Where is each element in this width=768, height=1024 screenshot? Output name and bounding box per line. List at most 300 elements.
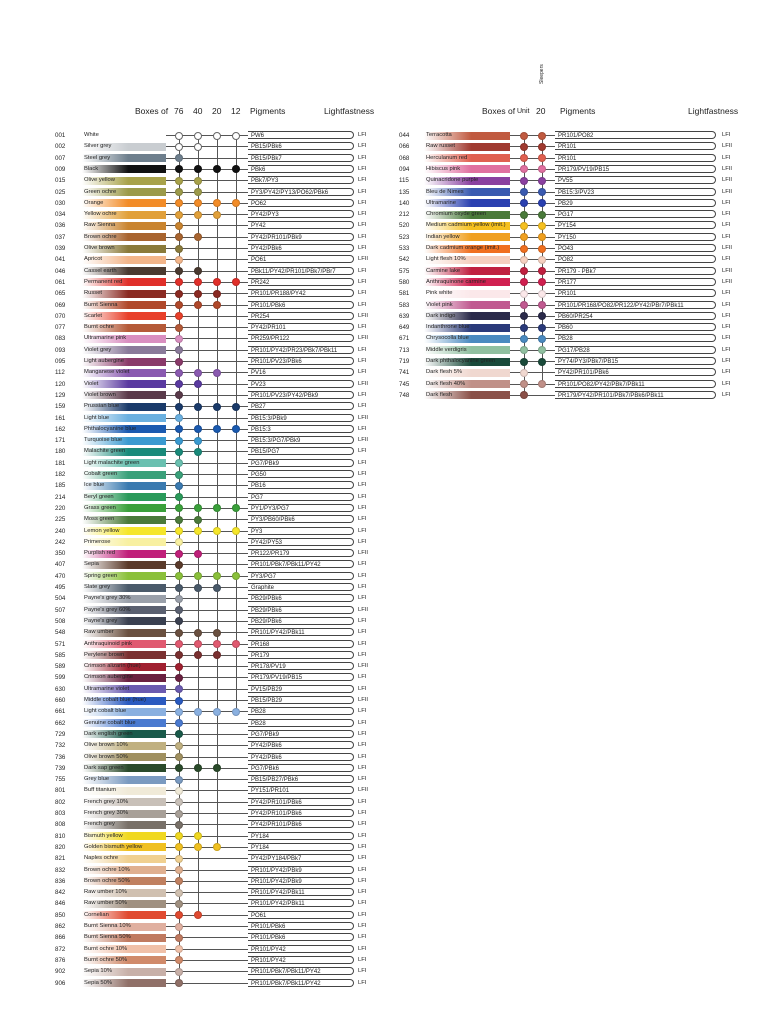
left-color-name: Lemon yellow [84, 527, 120, 534]
left-swatch [82, 538, 166, 546]
left-pigment: PR259/PR122 [248, 334, 354, 342]
left-code: 039 [55, 245, 66, 252]
right-pigment: PB28 [555, 334, 716, 342]
left-lightfastness: LFII [358, 606, 368, 613]
left-color-name: Payne's grey [84, 617, 118, 624]
left-color-name: French grey 30% [84, 810, 129, 816]
left-code: 507 [55, 606, 66, 614]
left-lightfastness: LFI [358, 877, 367, 884]
left-swatch [82, 697, 166, 705]
left-lightfastness: LFII [358, 312, 368, 319]
right-color-name: Quinacridone purple [426, 177, 479, 184]
left-swatch [82, 787, 166, 795]
left-box-dot [175, 606, 183, 614]
right-color-name: Chromium oxyde green [426, 211, 487, 218]
left-box-dot [213, 504, 221, 512]
left-box-dot [175, 629, 183, 637]
left-color-name: Burnt Sienna [84, 301, 118, 308]
right-pigment: PV55 [555, 176, 716, 184]
left-box-dot [175, 414, 183, 422]
right-box-dot [538, 154, 546, 162]
left-code: 729 [55, 730, 66, 738]
left-swatch [82, 516, 166, 524]
left-lightfastness: LFI [358, 188, 367, 195]
left-row [0, 944, 768, 955]
right-swatch [424, 245, 510, 253]
left-box-dot [194, 572, 202, 580]
left-row [0, 763, 768, 774]
left-pigment: PY42/PBk6 [248, 741, 354, 749]
left-swatch [82, 719, 166, 727]
left-pigment: PBk11/PY42/PR101/PBk7/PBr7 [248, 267, 354, 275]
left-pigment: PR101/PR188/PY42 [248, 289, 354, 297]
right-color-name: Dark flesh [426, 391, 453, 398]
right-box-dot [538, 188, 546, 196]
right-pigment: PO43 [555, 244, 716, 252]
right-box-dot [520, 177, 528, 185]
left-pigment: PB15:3/PG7/PBk9 [248, 436, 354, 444]
left-color-name: Cassel earth [84, 267, 117, 274]
left-lightfastness: LFII [358, 787, 368, 794]
right-row-line [510, 158, 555, 159]
left-box-dot [175, 866, 183, 874]
right-pigment: PR179/PY42/PR101/PBk7/PBk6/PBk11 [555, 391, 716, 399]
left-code: 034 [55, 211, 66, 219]
left-row [0, 819, 768, 830]
right-box-dot [538, 278, 546, 286]
right-row-line [510, 361, 555, 362]
left-lightfastness: LFI [358, 956, 367, 963]
left-lightfastness: LFI [358, 324, 367, 331]
left-box-dot [213, 843, 221, 851]
right-pigments-header: Pigments [560, 106, 596, 116]
left-lightfastness: LFI [358, 369, 367, 376]
right-pigment: PR177 [555, 278, 716, 286]
left-lightfastness: LFI [358, 798, 367, 805]
right-unit-header: Unit [517, 108, 530, 115]
left-lightfastness: LFI [358, 629, 367, 636]
right-color-name: Ultramarine [426, 199, 456, 206]
right-pigment: PG17 [555, 210, 716, 218]
left-code: 171 [55, 437, 66, 445]
left-lightfastness: LFI [358, 674, 367, 681]
left-color-name: Dark sap green [84, 764, 124, 771]
right-color-name: Raw russet [426, 143, 455, 150]
left-box-dot [232, 504, 240, 512]
right-swatch [424, 391, 510, 399]
left-code: 065 [55, 290, 66, 298]
left-pigment: PG7/PBk9 [248, 730, 354, 738]
left-box-dot [213, 572, 221, 580]
left-row [0, 785, 768, 796]
left-color-name: Light blue [84, 414, 110, 421]
left-pigment: PY151/PR101 [248, 786, 354, 794]
right-row [0, 254, 768, 265]
right-code: 520 [399, 222, 410, 230]
left-swatch [82, 945, 166, 953]
left-code: 548 [55, 629, 66, 637]
left-lightfastness: LFI [358, 945, 367, 952]
left-code: 902 [55, 968, 66, 976]
left-code: 041 [55, 256, 66, 264]
left-swatch [82, 730, 166, 738]
left-code: 181 [55, 459, 66, 467]
left-lightfastness: LFI [358, 821, 367, 828]
left-swatch [82, 617, 166, 625]
left-lightfastness: LFI [358, 516, 367, 523]
left-box-dot [175, 877, 183, 885]
left-row [0, 480, 768, 491]
left-color-name: Burnt ochre [84, 324, 114, 331]
right-row [0, 322, 768, 333]
right-box-dot [538, 165, 546, 173]
left-code: 030 [55, 199, 66, 207]
right-color-name: Anthraquinone carmine [426, 278, 486, 285]
left-color-name: Brown ochre 50% [84, 877, 130, 884]
left-pigment: PB28 [248, 719, 354, 727]
left-box-dot [194, 584, 202, 592]
left-color-name: Ultramarine pink [84, 335, 127, 342]
right-code: 581 [399, 290, 410, 298]
left-lightfastness: LFII [358, 335, 368, 342]
left-swatch [82, 527, 166, 535]
left-swatch [82, 606, 166, 614]
right-color-name: Terracotta [426, 132, 452, 138]
left-pigment: PR101/PBk6 [248, 301, 354, 309]
left-box-dot [213, 629, 221, 637]
left-color-name: Yellow ochre [84, 211, 117, 218]
left-lightfastness: LFI [358, 538, 367, 545]
right-swatch [424, 188, 510, 196]
right-code: 741 [399, 369, 410, 377]
left-pigment: PB15:3 [248, 425, 354, 433]
left-swatch [82, 584, 166, 592]
left-pigment: PR101/PY42 [248, 945, 354, 953]
left-pigment: PY184 [248, 843, 354, 851]
left-code: 009 [55, 165, 66, 173]
left-row [0, 842, 768, 853]
left-pigment: PB27 [248, 402, 354, 410]
left-box-dot [213, 403, 221, 411]
right-code: 583 [399, 301, 410, 309]
right-code: 044 [399, 132, 410, 139]
right-row-line [510, 327, 555, 328]
left-box-dot [194, 516, 202, 524]
right-color-name: Middle verdigris [426, 346, 467, 353]
right-row-line [510, 271, 555, 272]
left-color-name: Perylene brown [84, 651, 125, 658]
left-pigment: PB15/PB27/PBk6 [248, 775, 354, 783]
left-box-dot [175, 403, 183, 411]
left-pigment: PY42/PR101/PBk6 [248, 809, 354, 817]
left-box-dot [194, 832, 202, 840]
right-row-line [510, 192, 555, 193]
left-code: 802 [55, 798, 66, 806]
right-row-line [510, 237, 555, 238]
left-row [0, 729, 768, 740]
left-row [0, 706, 768, 717]
right-lightfastness: LFI [722, 290, 731, 297]
left-pigment: PG7/PBk6 [248, 764, 354, 772]
left-pigment: PO61 [248, 255, 354, 263]
right-box-dot [538, 256, 546, 264]
right-lightfastness: LFI [722, 154, 731, 161]
left-pigment: PR242 [248, 278, 354, 286]
left-row [0, 559, 768, 570]
left-color-name: French grey 10% [84, 798, 129, 805]
left-code: 495 [55, 584, 66, 591]
left-swatch [82, 968, 166, 976]
left-swatch [82, 934, 166, 942]
left-pigment: PR101/PY42/PBk11 [248, 628, 354, 636]
left-pigment: PY3 [248, 527, 354, 535]
left-lightfastness: LFI [358, 651, 367, 658]
left-lightfastness: LFI [358, 267, 367, 274]
right-code: 066 [399, 143, 410, 151]
left-swatch [82, 810, 166, 818]
left-box-dot [175, 855, 183, 863]
left-box-dot [194, 403, 202, 411]
left-swatch [82, 900, 166, 908]
left-pigment: Graphite [248, 583, 354, 591]
right-lightfastness: LFII [722, 267, 732, 274]
right-pigment: PB15:3/PV23 [555, 188, 716, 196]
right-swatch [424, 143, 510, 151]
left-lightfastness: LFI [358, 561, 367, 568]
left-lightfastness: LFI [358, 199, 367, 206]
right-box-dot [520, 380, 528, 388]
left-lightfastness: LFI [358, 165, 367, 172]
left-color-name: Beryl green [84, 493, 114, 500]
right-pigment: PY74/PY3/PBk7/PB15 [555, 357, 716, 365]
right-row-line [510, 282, 555, 283]
right-row [0, 220, 768, 231]
left-box-dot [175, 832, 183, 840]
left-box-dot [175, 516, 183, 524]
left-code: 159 [55, 403, 66, 411]
right-box-dot [538, 233, 546, 241]
left-code: 112 [55, 369, 65, 377]
left-code: 025 [55, 188, 66, 196]
right-box-dot [520, 256, 528, 264]
right-pigment: PB60/PR254 [555, 312, 716, 320]
left-box-dot [194, 629, 202, 637]
left-row [0, 616, 768, 627]
left-pigment: PY42 [248, 221, 354, 229]
left-color-name: Burnt ochre 10% [84, 945, 128, 952]
left-box-dot [213, 527, 221, 535]
left-code: 036 [55, 222, 66, 230]
left-lightfastness: LFI [358, 742, 367, 749]
left-lightfastness: LFI [358, 764, 367, 771]
left-row [0, 797, 768, 808]
left-swatch [82, 685, 166, 693]
left-box-dot [175, 764, 183, 772]
left-row [0, 898, 768, 909]
left-swatch [82, 459, 166, 467]
left-code: 350 [55, 550, 66, 558]
right-swatch [424, 278, 510, 286]
left-lightfastness: LFI [358, 391, 367, 398]
left-color-name: Raw umber 50% [84, 900, 127, 907]
right-row-line [510, 338, 555, 339]
left-pigment: PR101/PBk7/PBk11/PY42 [248, 979, 354, 987]
left-code: 093 [55, 346, 66, 354]
right-swatch [424, 222, 510, 230]
left-box-dot [175, 787, 183, 795]
left-row [0, 548, 768, 559]
left-box-dot [232, 708, 240, 716]
left-row [0, 469, 768, 480]
left-code: 129 [55, 391, 66, 399]
left-code: 015 [55, 177, 66, 185]
right-color-name: Bleu de Nimes [426, 188, 464, 195]
left-color-name: Dark english green [84, 730, 133, 737]
left-col-12-header: 12 [231, 106, 241, 116]
left-box-dot [232, 527, 240, 535]
left-lightfastness: LFI [358, 584, 367, 590]
left-swatch [82, 663, 166, 671]
left-pigment: PB15/PG7 [248, 447, 354, 455]
right-box-dot [538, 143, 546, 151]
left-box-dot [175, 821, 183, 829]
left-color-name: Olive brown 50% [84, 753, 128, 760]
right-swatch [424, 267, 510, 275]
right-lightfastness: LFII [722, 177, 732, 184]
left-color-name: Silver grey [84, 143, 112, 150]
right-box-dot [538, 301, 546, 309]
left-box-dot [175, 471, 183, 479]
left-box-dot [175, 550, 183, 558]
right-swatch [424, 154, 510, 162]
left-box-dot [194, 640, 202, 648]
left-box-dot [175, 730, 183, 738]
left-box-dot [175, 900, 183, 908]
right-swatch [424, 335, 510, 343]
left-color-name: Turquoise blue [84, 437, 123, 444]
left-lightfastness: LFI [358, 832, 367, 839]
left-swatch [82, 448, 166, 456]
right-lightfastness: LFI [722, 132, 731, 138]
left-row [0, 514, 768, 525]
left-lightfastness: LFII [358, 550, 368, 557]
right-box-dot [538, 346, 546, 354]
left-color-name: White [84, 132, 99, 138]
right-code: 533 [399, 245, 410, 252]
left-row [0, 661, 768, 672]
right-color-name: Indian yellow [426, 233, 460, 240]
right-lightfastness: LFI [722, 256, 731, 263]
right-lightfastness: LFI [722, 301, 731, 308]
right-lightfastness: LFI [722, 358, 731, 364]
left-box-dot [175, 663, 183, 671]
right-box-dot [538, 290, 546, 298]
left-code: 585 [55, 651, 66, 659]
left-color-name: Raw umber [84, 629, 114, 636]
right-row-line [510, 384, 555, 385]
left-lightfastness: LFI [358, 855, 367, 862]
left-lightfastness: LFI [358, 132, 367, 138]
left-color-name: Burnt Sienna 50% [84, 934, 131, 941]
left-lightfastness: LFI [358, 482, 367, 489]
left-lightfastness: LFI [358, 900, 367, 907]
left-pigment: PR122/PR179 [248, 549, 354, 557]
right-box-dot [538, 312, 546, 320]
left-box-dot [175, 493, 183, 501]
left-swatch [82, 708, 166, 716]
left-lightfastness: LFI [358, 346, 367, 353]
right-box-dot [520, 132, 528, 140]
left-color-name: Ice blue [84, 482, 105, 489]
right-box-dot [520, 312, 528, 320]
left-pigment: PR101/PY42/PR23/PBk7/PBk11 [248, 346, 354, 354]
left-lightfastness: LFII [358, 697, 368, 703]
right-code: 671 [399, 335, 410, 343]
right-box-dot [520, 369, 528, 377]
right-pigment: PR101/PO82/PY42/PBk7/PBk11 [555, 380, 716, 388]
left-code: 832 [55, 866, 66, 874]
right-color-name: Carmine lake [426, 267, 461, 274]
right-swatch [424, 256, 510, 264]
right-lightfastness: LFI [722, 346, 731, 353]
left-code: 002 [55, 143, 66, 151]
right-row [0, 311, 768, 322]
left-pigment: PB29/PBk6 [248, 606, 354, 614]
left-code: 739 [55, 764, 66, 772]
left-color-name: Russet [84, 290, 103, 297]
right-pigment: PY42/PR101/PBk6 [555, 368, 716, 376]
left-lightfastness: LFI [358, 776, 367, 783]
left-row [0, 605, 768, 616]
left-pigment: PY3/PG7 [248, 572, 354, 580]
left-lightfastness: LFI [358, 358, 367, 364]
left-box-dot [194, 764, 202, 772]
left-row [0, 910, 768, 921]
left-pigment: PB15/PBk7 [248, 154, 354, 162]
left-color-name: Golden bismuth yellow [84, 843, 143, 850]
right-code: 115 [399, 177, 409, 185]
right-color-name: Herculanum red [426, 154, 468, 161]
left-code: 095 [55, 358, 66, 365]
left-lightfastness: LFI [358, 889, 367, 896]
right-row-line [510, 395, 555, 396]
right-row [0, 300, 768, 311]
left-box-dot [175, 843, 183, 851]
left-row [0, 650, 768, 661]
left-color-name: Light aubergine [84, 358, 124, 364]
right-code: 068 [399, 154, 410, 162]
right-pigment: PB60 [555, 323, 716, 331]
right-lightfastness: LFI [722, 369, 731, 376]
left-box-dot [213, 708, 221, 716]
right-pigment: PR101/PO82 [555, 131, 716, 139]
left-box-dot [213, 425, 221, 433]
right-row [0, 379, 768, 390]
left-color-name: Light malachite green [84, 459, 140, 466]
left-swatch [82, 414, 166, 422]
left-lightfastness: LFI [358, 245, 367, 251]
left-lightfastness: LFI [358, 640, 367, 647]
right-code: 748 [399, 391, 410, 399]
left-pigment: PY42/PBk6 [248, 753, 354, 761]
left-swatch [82, 504, 166, 512]
left-pigment: PB28 [248, 707, 354, 715]
left-color-name: Sepia 50% [84, 979, 113, 986]
left-lightfastness: LFI [358, 425, 367, 432]
right-box-dot [520, 143, 528, 151]
right-box-dot [520, 301, 528, 309]
left-row [0, 424, 768, 435]
